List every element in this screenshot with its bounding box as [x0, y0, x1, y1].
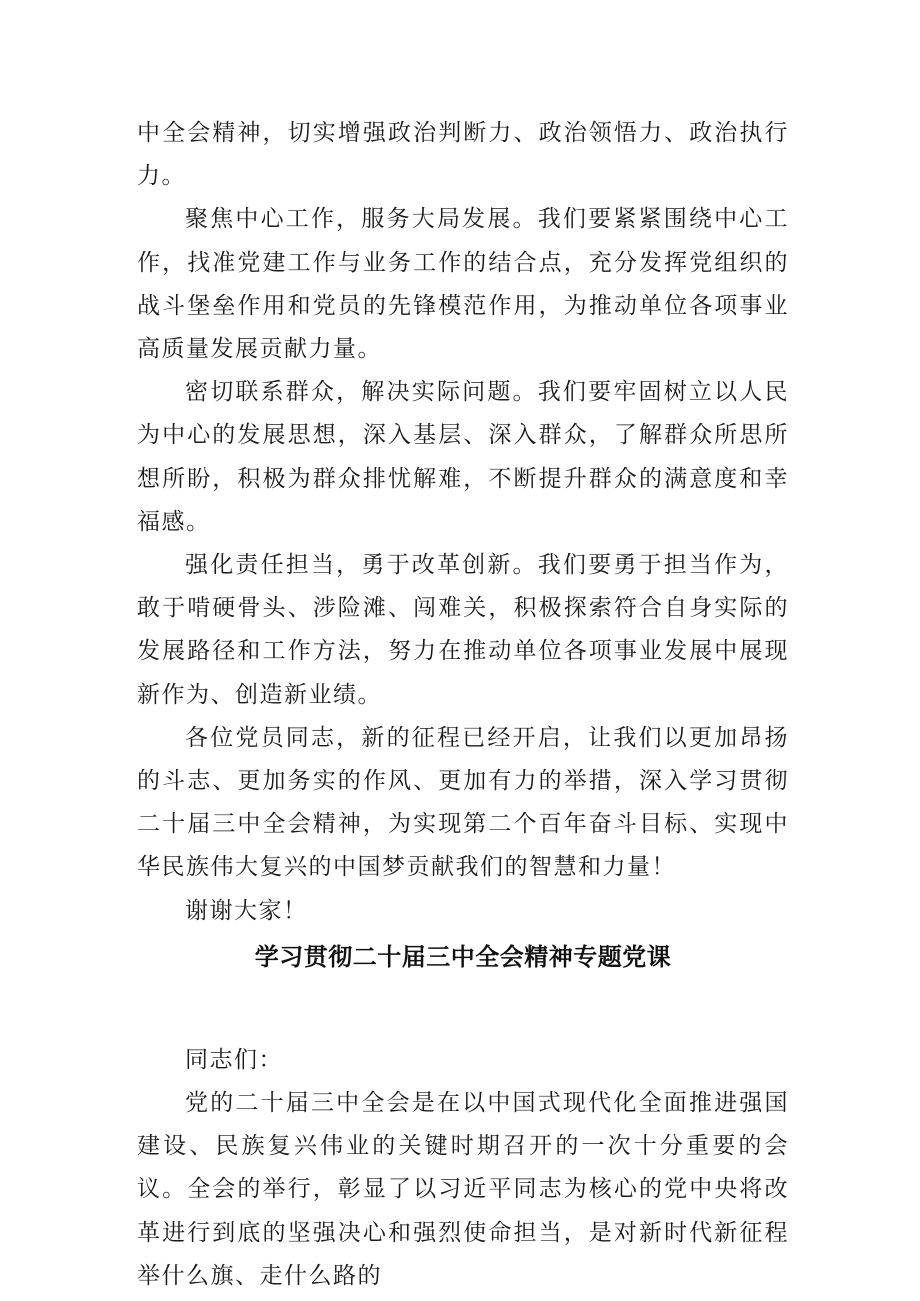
paragraph-continuation: 中全会精神，切实增强政治判断力、政治领悟力、政治执行力。: [137, 120, 789, 190]
paragraph-plenum-intro: 党的二十届三中全会是在以中国式现代化全面推进强国建设、民族复兴伟业的关键时期召开的一次十分重要的会议。全会的举行，彰显了以习近平同志为核心的党中央将改革进行到底的坚强决心和强烈使命担当，是对新时代新征程举什么旗、走什么路的: [137, 1090, 789, 1289]
document-title: 学习贯彻二十届三中全会精神专题党课: [254, 942, 672, 971]
paragraph-closing-call: 各位党员同志，新的征程已经开启，让我们以更加昂扬的斗志、更加务实的作风、更加有力的举措，深入学习贯彻二十届三中全会精神，为实现第二个百年奋斗目标、实现中华民族伟大复兴的中国梦贡献我们的智慧和力量！: [137, 724, 789, 881]
paragraph-contact-masses: 密切联系群众，解决实际问题。我们要牢固树立以人民为中心的发展思想，深入基层、深入群众，了解群众所思所想所盼，积极为群众排忧解难，不断提升群众的满意度和幸福感。: [137, 379, 789, 535]
paragraph-focus-central-work: 聚焦中心工作，服务大局发展。我们要紧紧围绕中心工作，找准党建工作与业务工作的结合点，充分发挥党组织的战斗堡垒作用和党员的先锋模范作用，为推动单位各项事业高质量发展贡献力量。: [137, 206, 789, 363]
salutation: 同志们：: [185, 1046, 283, 1073]
paragraph-thanks: 谢谢大家！: [185, 897, 308, 924]
document-body: [137, 112, 789, 1298]
paragraph-responsibility-reform: 强化责任担当，勇于改革创新。我们要勇于担当作为，敢于啃硬骨头、涉险滩、闯难关，积极探索符合自身实际的发展路径和工作方法，努力在推动单位各项事业发展中展现新作为、创造新业绩。: [137, 552, 789, 708]
